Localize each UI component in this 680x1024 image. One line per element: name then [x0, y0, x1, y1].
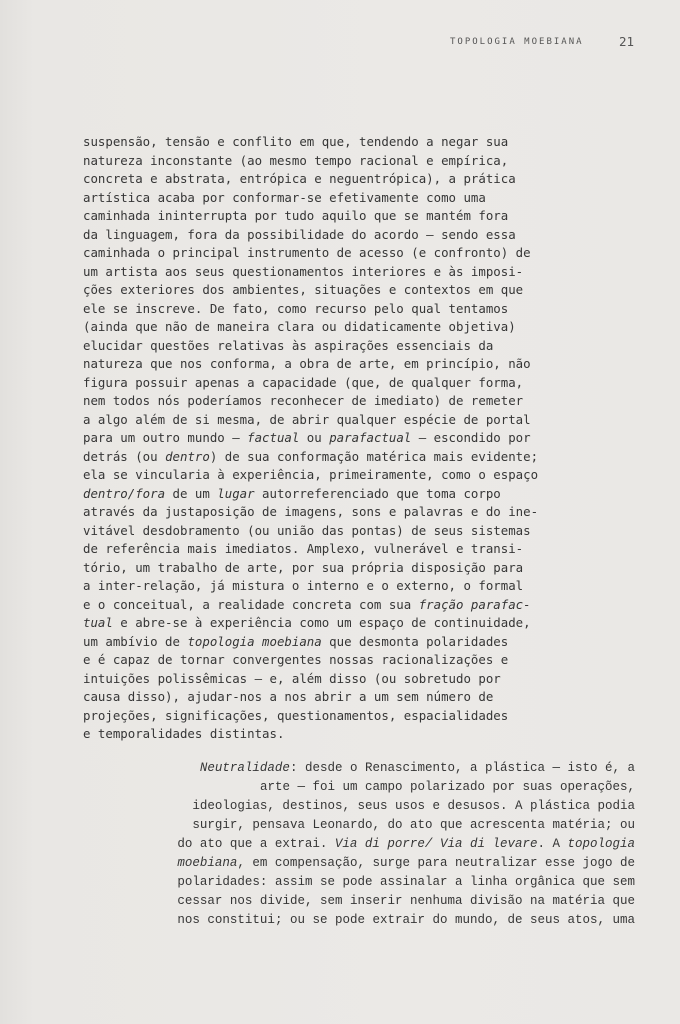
body-line: natureza que nos conforma, a obra de arte, em princípio, não — [83, 356, 531, 371]
body-line: e temporalidades distintas. — [83, 726, 285, 741]
italic-term: dentro — [165, 448, 210, 464]
text-segment: – escondido por — [411, 430, 531, 445]
italic-term: tual — [83, 615, 113, 630]
body-line: tório, um trabalho de arte, por sua própria disposição para — [83, 559, 524, 575]
text-segment: que desmonta polaridades — [321, 633, 509, 649]
text-segment: . A — [537, 836, 568, 851]
text-segment: para um outro mundo – — [83, 430, 248, 445]
body-line: natureza inconstante (ao mesmo tempo racional e empírica, — [83, 152, 509, 168]
body-line — [83, 614, 563, 633]
body-line: ele se inscreve. De fato, como recurso pelo qual tentamos — [83, 300, 509, 316]
italic-term: dentro/fora — [83, 485, 166, 501]
quote-block — [176, 759, 635, 930]
body-line: caminhada o principal instrumento de acesso (e confronto) de — [83, 245, 531, 260]
quote-line: ideologias, destinos, seus usos e desusos. A plástica podia — [192, 798, 635, 813]
body-line: da linguagem, fora da possibilidade do acordo – sendo essa — [83, 226, 516, 242]
italic-term: topologia — [567, 836, 635, 851]
italic-term: moebiana — [177, 855, 238, 870]
body-line: (ainda que não de maneira clara ou didaticamente objetiva) — [83, 319, 516, 334]
body-line: suspensão, tensão e conflito em que, tendendo a negar sua — [83, 134, 509, 149]
body-line: projeções, significações, questionamentos, espacialidades — [83, 707, 509, 723]
body-line: e é capaz de tornar convergentes nossas racionalizações e — [83, 652, 509, 667]
body-line: concreta e abstrata, entrópica e neguentrópica), a prática — [83, 171, 516, 186]
body-line: elucidar questões relativas às aspirações essenciais da — [83, 337, 494, 353]
quote-line — [176, 835, 635, 854]
body-line: nem todos nós poderíamos reconhecer de imediato) de remeter — [83, 393, 524, 408]
body-line: ela se vincularia à experiência, primeiramente, como o espaço — [83, 467, 539, 482]
quote-line: cessar nos divide, sem inserir nenhuma divisão na matéria que — [177, 893, 635, 908]
body-line: figura possuir apenas a capacidade (que, de qualquer forma, — [83, 374, 524, 390]
text-segment: , em compensação, surge para neutralizar esse jogo de — [237, 855, 635, 870]
text-segment: detrás (ou — [83, 448, 166, 464]
body-line — [83, 633, 563, 652]
body-line: de referência mais imediatos. Amplexo, vulnerável e transi- — [83, 541, 524, 556]
italic-term: factual — [247, 430, 300, 445]
text-segment: de um — [165, 485, 218, 501]
body-line: vitável desdobramento (ou união das pontas) de seus sistemas — [83, 522, 531, 538]
quote-line — [176, 759, 635, 778]
text-segment: e o conceitual, a realidade concreta com sua — [83, 596, 419, 612]
italic-term: topologia moebiana — [187, 633, 322, 649]
running-title: TOPOLOGIA MOEBIANA — [450, 37, 584, 47]
body-line — [83, 448, 563, 467]
body-text — [83, 133, 563, 744]
body-line: através da justaposição de imagens, sons e palavras e do ine- — [83, 504, 539, 519]
body-line — [83, 485, 563, 504]
italic-term: lugar — [217, 485, 255, 501]
body-line: causa disso), ajudar-nos a nos abrir a um sem número de — [83, 689, 494, 704]
text-segment: um ambívio de — [83, 633, 188, 649]
body-line — [83, 596, 563, 615]
body-line: caminhada ininterrupta por tudo aquilo que se mantém fora — [83, 208, 509, 223]
text-segment: e abre-se à experiência como um espaço de continuidade, — [112, 615, 531, 630]
text-segment: : desde o Renascimento, a plástica — isto é, a — [289, 760, 635, 775]
text-segment: ou — [299, 430, 330, 445]
body-line: intuições polissêmicas – e, além disso (ou sobretudo por — [83, 670, 501, 686]
page-number: 21 — [619, 34, 635, 49]
italic-term: parafactual — [329, 430, 412, 445]
body-line — [83, 429, 563, 448]
italic-term: Via di porre/ Via di levare — [334, 836, 538, 851]
body-line: a inter-relação, já mistura o interno e o externo, o formal — [83, 578, 524, 593]
quote-line: nos constitui; ou se pode extrair do mundo, de seus atos, uma — [177, 912, 635, 927]
italic-term: Neutralidade — [199, 760, 290, 775]
quote-line: surgir, pensava Leonardo, do ato que acrescenta matéria; ou — [192, 817, 635, 832]
quote-line: arte — foi um campo polarizado por suas operações, — [259, 779, 635, 794]
text-segment: ) de sua conformação matérica mais evidente; — [209, 448, 539, 464]
body-line: a algo além de si mesma, de abrir qualquer espécie de portal — [83, 411, 531, 427]
text-segment: do ato que a extrai. — [177, 836, 335, 851]
body-line: artística acaba por conformar-se efetivamente como uma — [83, 189, 486, 205]
body-line: um artista aos seus questionamentos interiores e às imposi- — [83, 263, 524, 279]
text-segment: autorreferenciado que toma corpo — [254, 485, 501, 501]
body-line: ções exteriores dos ambientes, situações e contextos em que — [83, 282, 524, 297]
quote-line — [176, 854, 635, 873]
quote-line: polaridades: assim se pode assinalar a linha orgânica que sem — [177, 874, 635, 889]
italic-term: fração parafac- — [418, 596, 531, 612]
